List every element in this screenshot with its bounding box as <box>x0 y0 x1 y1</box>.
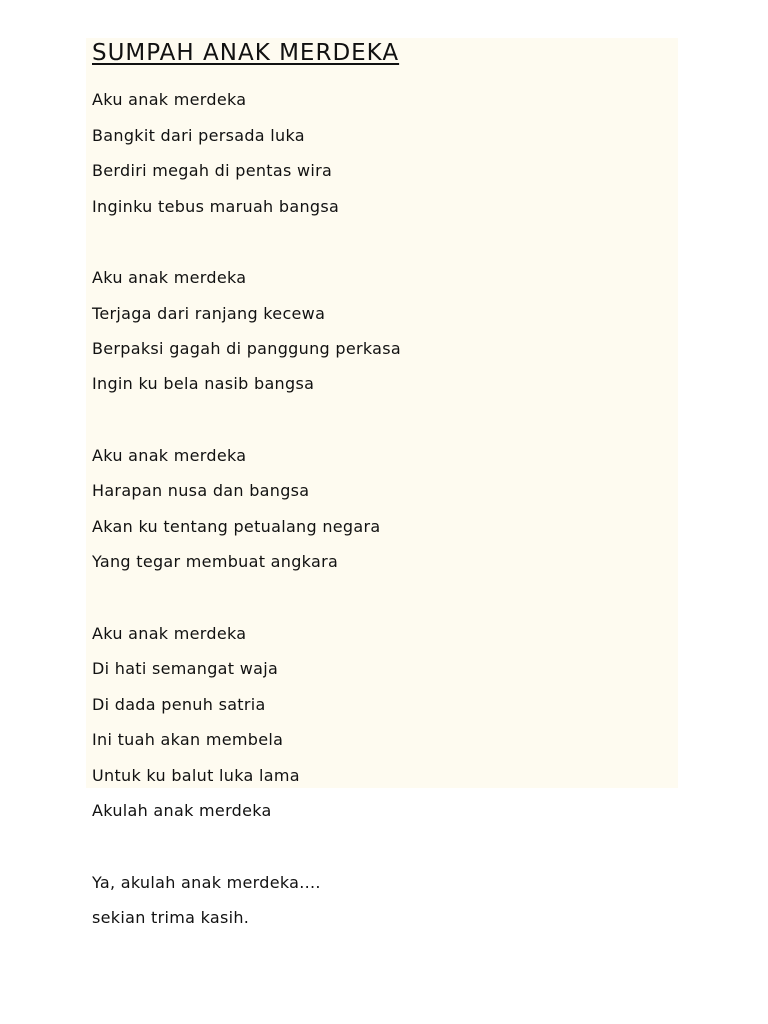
poem-line: Aku anak merdeka <box>92 268 247 287</box>
poem-line: Terjaga dari ranjang kecewa <box>92 304 326 323</box>
poem-line: Akulah anak merdeka <box>92 801 272 820</box>
poem-title: SUMPAH ANAK MERDEKA <box>92 40 400 66</box>
poem-line: Di dada penuh satria <box>92 695 266 714</box>
poem-line: Untuk ku balut luka lama <box>92 766 300 785</box>
poem-line: Di hati semangat waja <box>92 659 279 678</box>
poem-line: Ingin ku bela nasib bangsa <box>92 374 315 393</box>
closing-line: Ya, akulah anak merdeka.... <box>92 873 321 892</box>
poem-line: Ini tuah akan membela <box>92 730 284 749</box>
poem-line: Akan ku tentang petualang negara <box>92 517 381 536</box>
poem-line: Aku anak merdeka <box>92 446 247 465</box>
poem-line: Berdiri megah di pentas wira <box>92 161 333 180</box>
poem-line: Yang tegar membuat angkara <box>92 552 339 571</box>
poem-line: Aku anak merdeka <box>92 624 247 643</box>
poem-line: Bangkit dari persada luka <box>92 126 305 145</box>
poem-line: Aku anak merdeka <box>92 90 247 109</box>
closing-line: sekian trima kasih. <box>92 908 250 927</box>
poem-line: Berpaksi gagah di panggung perkasa <box>92 339 401 358</box>
poem-line: Inginku tebus maruah bangsa <box>92 197 340 216</box>
poem-line: Harapan nusa dan bangsa <box>92 481 310 500</box>
